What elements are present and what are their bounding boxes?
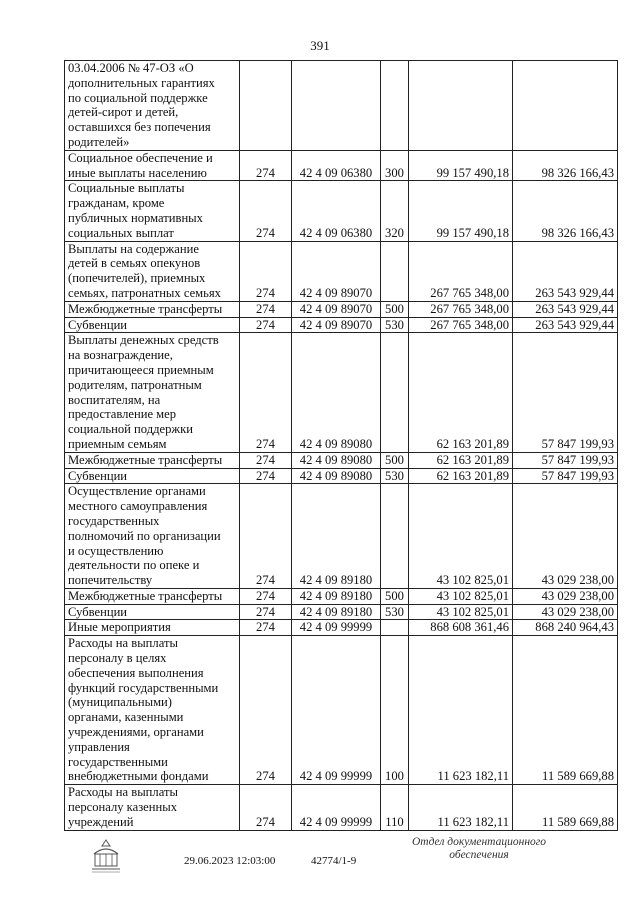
row-name-cell: Осуществление органами местного самоуправления государственных полномочий по организации и осуществлению деятельности по опеке и попечительству bbox=[65, 484, 240, 589]
row-name-cell: Межбюджетные трансферты bbox=[65, 301, 240, 317]
row-sum2-cell: 263 543 929,44 bbox=[513, 241, 618, 301]
row-sum1-cell: 868 608 361,46 bbox=[409, 620, 513, 636]
row-sum1-cell: 62 163 201,89 bbox=[409, 333, 513, 452]
row-csr-cell: 42 4 09 89180 bbox=[292, 604, 381, 620]
row-name-cell: Расходы на выплаты персоналу казенных учреждений bbox=[65, 785, 240, 830]
row-csr-cell: 42 4 09 89070 bbox=[292, 241, 381, 301]
row-name-cell: Иные мероприятия bbox=[65, 620, 240, 636]
row-csr-cell: 42 4 09 89180 bbox=[292, 588, 381, 604]
row-name-cell: Межбюджетные трансферты bbox=[65, 588, 240, 604]
row-ved-cell: 274 bbox=[240, 317, 292, 333]
row-ved-cell: 274 bbox=[240, 452, 292, 468]
row-sum1-cell: 267 765 348,00 bbox=[409, 241, 513, 301]
row-ved-cell: 274 bbox=[240, 604, 292, 620]
row-sum1-cell: 99 157 490,18 bbox=[409, 181, 513, 241]
row-sum1-cell: 43 102 825,01 bbox=[409, 484, 513, 589]
row-vr-cell: 530 bbox=[381, 317, 409, 333]
row-name-cell: Субвенции bbox=[65, 604, 240, 620]
row-sum2-cell: 43 029 238,00 bbox=[513, 588, 618, 604]
print-datetime: 29.06.2023 12:03:00 bbox=[184, 855, 276, 867]
row-name-cell: Социальные выплаты гражданам, кроме публичных нормативных социальных выплат bbox=[65, 181, 240, 241]
row-sum1-cell: 43 102 825,01 bbox=[409, 604, 513, 620]
row-sum1-cell bbox=[409, 61, 513, 151]
row-csr-cell: 42 4 09 99999 bbox=[292, 620, 381, 636]
department-stamp bbox=[404, 836, 554, 862]
table-row bbox=[65, 620, 618, 636]
stamp-line-1: Отдел документационного bbox=[411, 836, 547, 848]
row-ved-cell: 274 bbox=[240, 468, 292, 484]
row-ved-cell: 274 bbox=[240, 181, 292, 241]
table-row bbox=[65, 317, 618, 333]
row-vr-cell: 110 bbox=[381, 785, 409, 830]
table-row bbox=[65, 452, 618, 468]
row-sum1-cell: 62 163 201,89 bbox=[409, 452, 513, 468]
row-csr-cell: 42 4 09 89070 bbox=[292, 317, 381, 333]
row-vr-cell bbox=[381, 61, 409, 151]
row-vr-cell bbox=[381, 241, 409, 301]
row-sum2-cell: 868 240 964,43 bbox=[513, 620, 618, 636]
row-sum1-cell: 267 765 348,00 bbox=[409, 317, 513, 333]
stamp-line-2: обеспечения bbox=[449, 849, 509, 861]
row-sum1-cell: 267 765 348,00 bbox=[409, 301, 513, 317]
row-csr-cell: 42 4 09 99999 bbox=[292, 636, 381, 785]
row-sum1-cell: 99 157 490,18 bbox=[409, 150, 513, 181]
row-vr-cell bbox=[381, 333, 409, 452]
row-vr-cell: 500 bbox=[381, 301, 409, 317]
table-row bbox=[65, 181, 618, 241]
row-ved-cell: 274 bbox=[240, 484, 292, 589]
document-code: 42774/1-9 bbox=[311, 855, 357, 867]
row-sum2-cell: 263 543 929,44 bbox=[513, 301, 618, 317]
row-name-cell: Выплаты на содержание детей в семьях опекунов (попечителей), приемных семьях, патронатных семьях bbox=[65, 241, 240, 301]
archive-logo-icon bbox=[86, 836, 126, 876]
row-vr-cell: 320 bbox=[381, 181, 409, 241]
row-sum2-cell: 11 589 669,88 bbox=[513, 636, 618, 785]
row-name-cell: Социальное обеспечение и иные выплаты населению bbox=[65, 150, 240, 181]
row-vr-cell: 530 bbox=[381, 468, 409, 484]
row-ved-cell: 274 bbox=[240, 636, 292, 785]
table-row bbox=[65, 604, 618, 620]
row-name-cell: Субвенции bbox=[65, 468, 240, 484]
table-row bbox=[65, 61, 618, 151]
budget-table bbox=[64, 60, 618, 831]
table-row bbox=[65, 484, 618, 589]
row-sum1-cell: 43 102 825,01 bbox=[409, 588, 513, 604]
row-ved-cell: 274 bbox=[240, 588, 292, 604]
row-sum2-cell: 43 029 238,00 bbox=[513, 484, 618, 589]
row-vr-cell bbox=[381, 484, 409, 589]
row-sum1-cell: 11 623 182,11 bbox=[409, 636, 513, 785]
row-vr-cell bbox=[381, 620, 409, 636]
row-vr-cell: 100 bbox=[381, 636, 409, 785]
row-vr-cell: 500 bbox=[381, 452, 409, 468]
row-ved-cell bbox=[240, 61, 292, 151]
row-ved-cell: 274 bbox=[240, 785, 292, 830]
row-sum2-cell: 57 847 199,93 bbox=[513, 333, 618, 452]
row-ved-cell: 274 bbox=[240, 150, 292, 181]
row-ved-cell: 274 bbox=[240, 301, 292, 317]
table-row bbox=[65, 333, 618, 452]
row-sum1-cell: 62 163 201,89 bbox=[409, 468, 513, 484]
row-vr-cell: 300 bbox=[381, 150, 409, 181]
table-row bbox=[65, 588, 618, 604]
row-sum2-cell: 57 847 199,93 bbox=[513, 452, 618, 468]
row-csr-cell bbox=[292, 61, 381, 151]
row-csr-cell: 42 4 09 06380 bbox=[292, 181, 381, 241]
row-ved-cell: 274 bbox=[240, 241, 292, 301]
row-csr-cell: 42 4 09 89080 bbox=[292, 452, 381, 468]
row-sum2-cell: 98 326 166,43 bbox=[513, 181, 618, 241]
row-sum2-cell: 57 847 199,93 bbox=[513, 468, 618, 484]
row-vr-cell: 500 bbox=[381, 588, 409, 604]
row-sum1-cell: 11 623 182,11 bbox=[409, 785, 513, 830]
row-sum2-cell: 11 589 669,88 bbox=[513, 785, 618, 830]
row-csr-cell: 42 4 09 06380 bbox=[292, 150, 381, 181]
row-sum2-cell: 43 029 238,00 bbox=[513, 604, 618, 620]
table-row bbox=[65, 468, 618, 484]
row-sum2-cell: 98 326 166,43 bbox=[513, 150, 618, 181]
row-name-cell: Межбюджетные трансферты bbox=[65, 452, 240, 468]
row-ved-cell: 274 bbox=[240, 620, 292, 636]
table-row bbox=[65, 301, 618, 317]
row-name-cell: Расходы на выплаты персоналу в целях обеспечения выполнения функций государственными (муниципальными) органами, казенными учреждениями, органами управления государственными внебюджетными фондами bbox=[65, 636, 240, 785]
row-vr-cell: 530 bbox=[381, 604, 409, 620]
row-csr-cell: 42 4 09 89070 bbox=[292, 301, 381, 317]
budget-table-body bbox=[65, 61, 618, 831]
row-ved-cell: 274 bbox=[240, 333, 292, 452]
table-row bbox=[65, 241, 618, 301]
table-row bbox=[65, 636, 618, 785]
row-sum2-cell: 263 543 929,44 bbox=[513, 317, 618, 333]
row-name-cell: Выплаты денежных средств на вознаграждение, причитающееся приемным родителям, патронатным воспитателям, на предоставление мер социальной поддержки приемным семьям bbox=[65, 333, 240, 452]
page-number: 391 bbox=[310, 38, 330, 53]
row-csr-cell: 42 4 09 89080 bbox=[292, 333, 381, 452]
row-csr-cell: 42 4 09 89180 bbox=[292, 484, 381, 589]
row-name-cell: 03.04.2006 № 47-ОЗ «О дополнительных гарантиях по социальной поддержке детей-сирот и детей, оставшихся без попечения родителей» bbox=[65, 61, 240, 151]
table-row bbox=[65, 150, 618, 181]
row-csr-cell: 42 4 09 99999 bbox=[292, 785, 381, 830]
row-csr-cell: 42 4 09 89080 bbox=[292, 468, 381, 484]
table-row bbox=[65, 785, 618, 830]
row-sum2-cell bbox=[513, 61, 618, 151]
row-name-cell: Субвенции bbox=[65, 317, 240, 333]
